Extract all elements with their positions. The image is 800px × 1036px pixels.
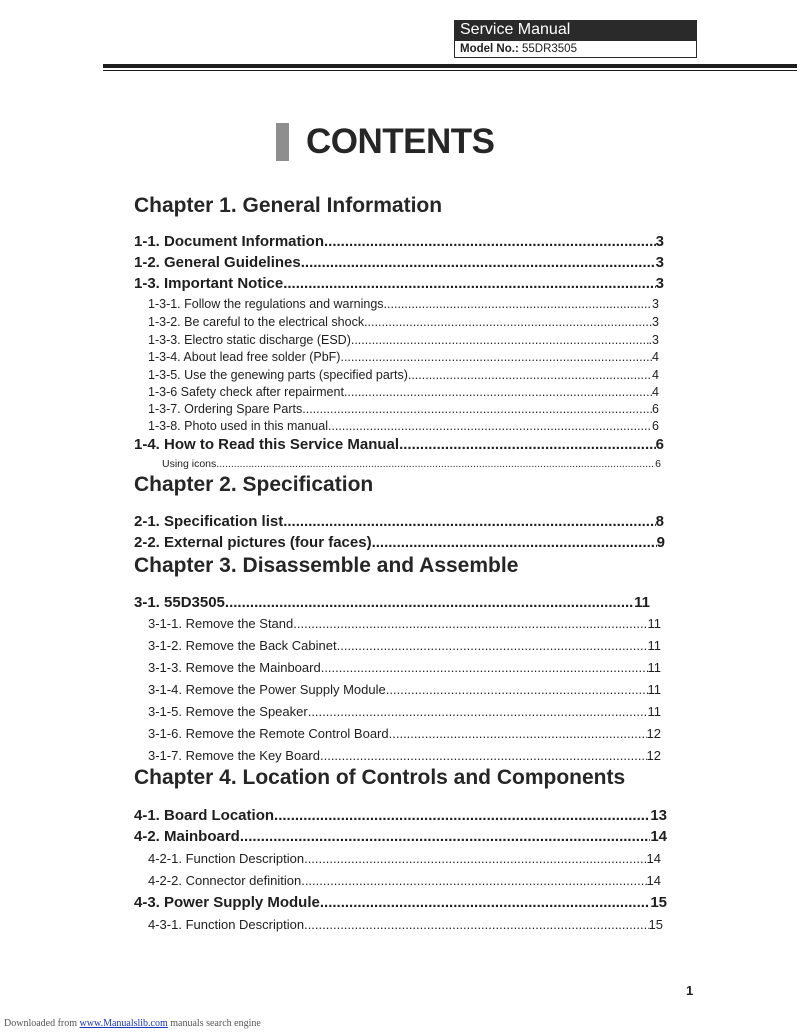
page-number: 1 (686, 983, 694, 998)
toc-entry-page: 14 (646, 873, 661, 888)
toc-dot-leader (293, 614, 647, 634)
toc-subentry[interactable] (148, 746, 661, 766)
model-value: 55DR3505 (521, 43, 577, 55)
header-rule-thick (103, 64, 797, 68)
toc-entry-label: 4-3-1. Function Description (148, 917, 305, 932)
toc-entry[interactable] (134, 231, 664, 252)
toc-entry-label: 1-3-1. Follow the regulations and warnings (148, 297, 384, 311)
toc-entry-page: 12 (646, 748, 661, 763)
manual-header (454, 20, 697, 58)
toc-subentry[interactable] (148, 658, 661, 678)
toc-dot-leader (308, 702, 648, 722)
toc-subentry[interactable] (148, 348, 659, 366)
toc-dot-leader (328, 417, 652, 435)
toc-entry-label: 3-1-4. Remove the Power Supply Module (148, 682, 386, 697)
toc-subentry[interactable] (148, 313, 659, 331)
toc-entry-page: 15 (650, 894, 667, 911)
toc-entry-label: 1-3-4. About lead free solder (PbF) (148, 350, 341, 364)
toc-entry-page: 4 (652, 350, 659, 364)
toc-entry-page: 3 (655, 275, 664, 292)
toc-entry-page: 12 (646, 726, 661, 741)
toc-subentry[interactable] (148, 383, 659, 401)
toc-subentry[interactable] (148, 871, 661, 891)
toc-entry-label: 1-4. How to Read this Service Manual (134, 436, 400, 453)
toc-entry[interactable] (134, 252, 664, 273)
toc-entry[interactable] (134, 532, 665, 553)
toc-subentry[interactable] (148, 915, 663, 935)
toc-entry-label: Using icons (162, 458, 217, 470)
toc-subentry[interactable] (148, 849, 661, 869)
toc-dot-leader (225, 592, 634, 613)
download-footer (4, 1018, 261, 1029)
contents-title: CONTENTS (306, 122, 495, 161)
toc-entry[interactable] (134, 805, 667, 826)
toc-entry[interactable] (134, 434, 664, 455)
toc-subentry[interactable] (148, 724, 661, 744)
toc-dot-leader (304, 915, 648, 935)
toc-entry-page: 11 (647, 704, 661, 719)
toc-dot-leader (301, 871, 646, 891)
toc-entry-label: 1-1. Document Information (134, 233, 325, 250)
toc-dot-leader (283, 511, 655, 532)
toc-entry-label: 3-1-2. Remove the Back Cabinet (148, 638, 337, 653)
toc-entry-page: 11 (634, 594, 650, 611)
toc-dot-leader (320, 746, 647, 766)
header-title: Service Manual (454, 20, 697, 40)
toc-entry-label: 1-3-5. Use the genewing parts (specified parts) (148, 368, 408, 382)
toc-entry-label: 2-2. External pictures (four faces) (134, 534, 372, 551)
toc-subentry[interactable] (148, 331, 659, 349)
toc-entry[interactable] (134, 826, 667, 847)
toc-dot-leader (344, 383, 652, 401)
toc-dot-leader (302, 400, 652, 418)
toc-dot-leader (240, 826, 650, 847)
toc-entry-page: 13 (650, 807, 667, 824)
toc-entry-page: 6 (655, 458, 661, 470)
toc-entry-label: 3-1-6. Remove the Remote Control Board (148, 726, 389, 741)
toc-entry[interactable] (134, 892, 667, 913)
toc-dot-leader (283, 273, 655, 294)
toc-entry[interactable] (134, 592, 650, 613)
toc-dot-leader (321, 658, 648, 678)
toc-subentry[interactable] (162, 457, 661, 472)
toc-dot-leader (274, 805, 650, 826)
model-number (454, 40, 697, 58)
toc-entry-label: 1-3-2. Be careful to the electrical shock (148, 315, 365, 329)
toc-entry-label: 3-1-3. Remove the Mainboard (148, 660, 321, 675)
toc-entry-page: 9 (656, 534, 665, 551)
toc-subentry[interactable] (148, 636, 661, 656)
toc-subentry[interactable] (148, 614, 661, 634)
toc-entry-page: .3 (648, 333, 659, 347)
toc-entry[interactable] (134, 273, 664, 294)
model-label: Model No.: (460, 43, 519, 55)
toc-subentry[interactable] (148, 295, 659, 313)
footer-prefix: Downloaded from (4, 1018, 80, 1029)
toc-entry-label: 1-3-7. Ordering Spare Parts (148, 402, 303, 416)
toc-entry-page: 4 (652, 385, 659, 399)
toc-entry-page: 3 (652, 315, 659, 329)
toc-entry-page: 11 (647, 638, 661, 653)
toc-entry-label: 1-3-8. Photo used in this manual (148, 419, 328, 433)
toc-entry-label: 4-1. Board Location (134, 807, 275, 824)
toc-entry-page: 11 (647, 682, 661, 697)
toc-entry-page: 6 (655, 436, 664, 453)
toc-dot-leader (216, 457, 655, 472)
toc-entry-label: 1-3-3. Electro static discharge (ESD) (148, 333, 351, 347)
toc-entry-page: 11 (647, 660, 661, 675)
toc-entry-label: 4-2-1. Function Description (148, 851, 305, 866)
toc-entry-label: 4-2-2. Connector definition (148, 873, 302, 888)
toc-dot-leader (324, 231, 656, 252)
toc-entry-label: 4-3. Power Supply Module (134, 894, 320, 911)
toc-entry-label: 3-1-7. Remove the Key Board (148, 748, 320, 763)
chapter-heading: Chapter 3. Disassemble and Assemble (134, 554, 519, 577)
toc-entry-label: 3-1-5. Remove the Speaker (148, 704, 308, 719)
toc-entry-label: 4-2. Mainboard (134, 828, 240, 845)
toc-dot-leader (304, 849, 646, 869)
toc-entry-page: 11 (647, 616, 661, 631)
toc-entry-page: 6 (652, 419, 659, 433)
toc-dot-leader (337, 636, 648, 656)
title-accent-bar (276, 123, 289, 161)
toc-entry-page: 3 (652, 297, 659, 311)
toc-entry-page: 4 (652, 368, 659, 382)
footer-suffix: manuals search engine (167, 1018, 261, 1029)
toc-entry-label: 1-3-6 Safety check after repairment (148, 385, 344, 399)
toc-entry-page: 14 (646, 851, 661, 866)
chapter-heading: Chapter 2. Specification (134, 473, 374, 496)
toc-dot-leader (386, 680, 648, 700)
toc-dot-leader (364, 313, 652, 331)
toc-subentry[interactable] (148, 400, 659, 418)
contents-heading (276, 118, 495, 166)
toc-entry-page: 3 (655, 254, 664, 271)
toc-entry-page: 8 (655, 513, 664, 530)
toc-dot-leader (372, 532, 657, 553)
toc-dot-leader (340, 348, 652, 366)
toc-subentry[interactable] (148, 417, 659, 435)
toc-dot-leader (408, 366, 652, 384)
toc-entry-label: 1-2. General Guidelines (134, 254, 301, 271)
header-rule-thin (103, 70, 797, 71)
chapter-heading: Chapter 4. Location of Controls and Components (134, 766, 626, 789)
toc-entry[interactable] (134, 511, 664, 532)
chapter-heading: Chapter 1. General Information (134, 194, 443, 217)
toc-entry-page: 6 (652, 402, 659, 416)
toc-entry-label: 1-3. Important Notice (134, 275, 284, 292)
toc-dot-leader (384, 295, 653, 313)
toc-dot-leader (389, 724, 647, 744)
toc-entry-page: 15 (648, 917, 663, 932)
toc-dot-leader (399, 434, 656, 455)
manualslib-link[interactable]: www.Manualslib.com (79, 1018, 168, 1029)
toc-subentry[interactable] (148, 702, 661, 722)
toc-subentry[interactable] (148, 680, 661, 700)
toc-entry-page: 3 (655, 233, 664, 250)
toc-dot-leader (351, 331, 649, 349)
toc-entry-page: 14 (650, 828, 667, 845)
toc-dot-leader (320, 892, 650, 913)
toc-subentry[interactable] (148, 366, 659, 384)
toc-entry-label: 3-1-1. Remove the Stand (148, 616, 294, 631)
toc-dot-leader (301, 252, 656, 273)
toc-entry-label: 3-1. 55D3505 (134, 594, 225, 611)
toc-entry-label: 2-1. Specification list (134, 513, 284, 530)
